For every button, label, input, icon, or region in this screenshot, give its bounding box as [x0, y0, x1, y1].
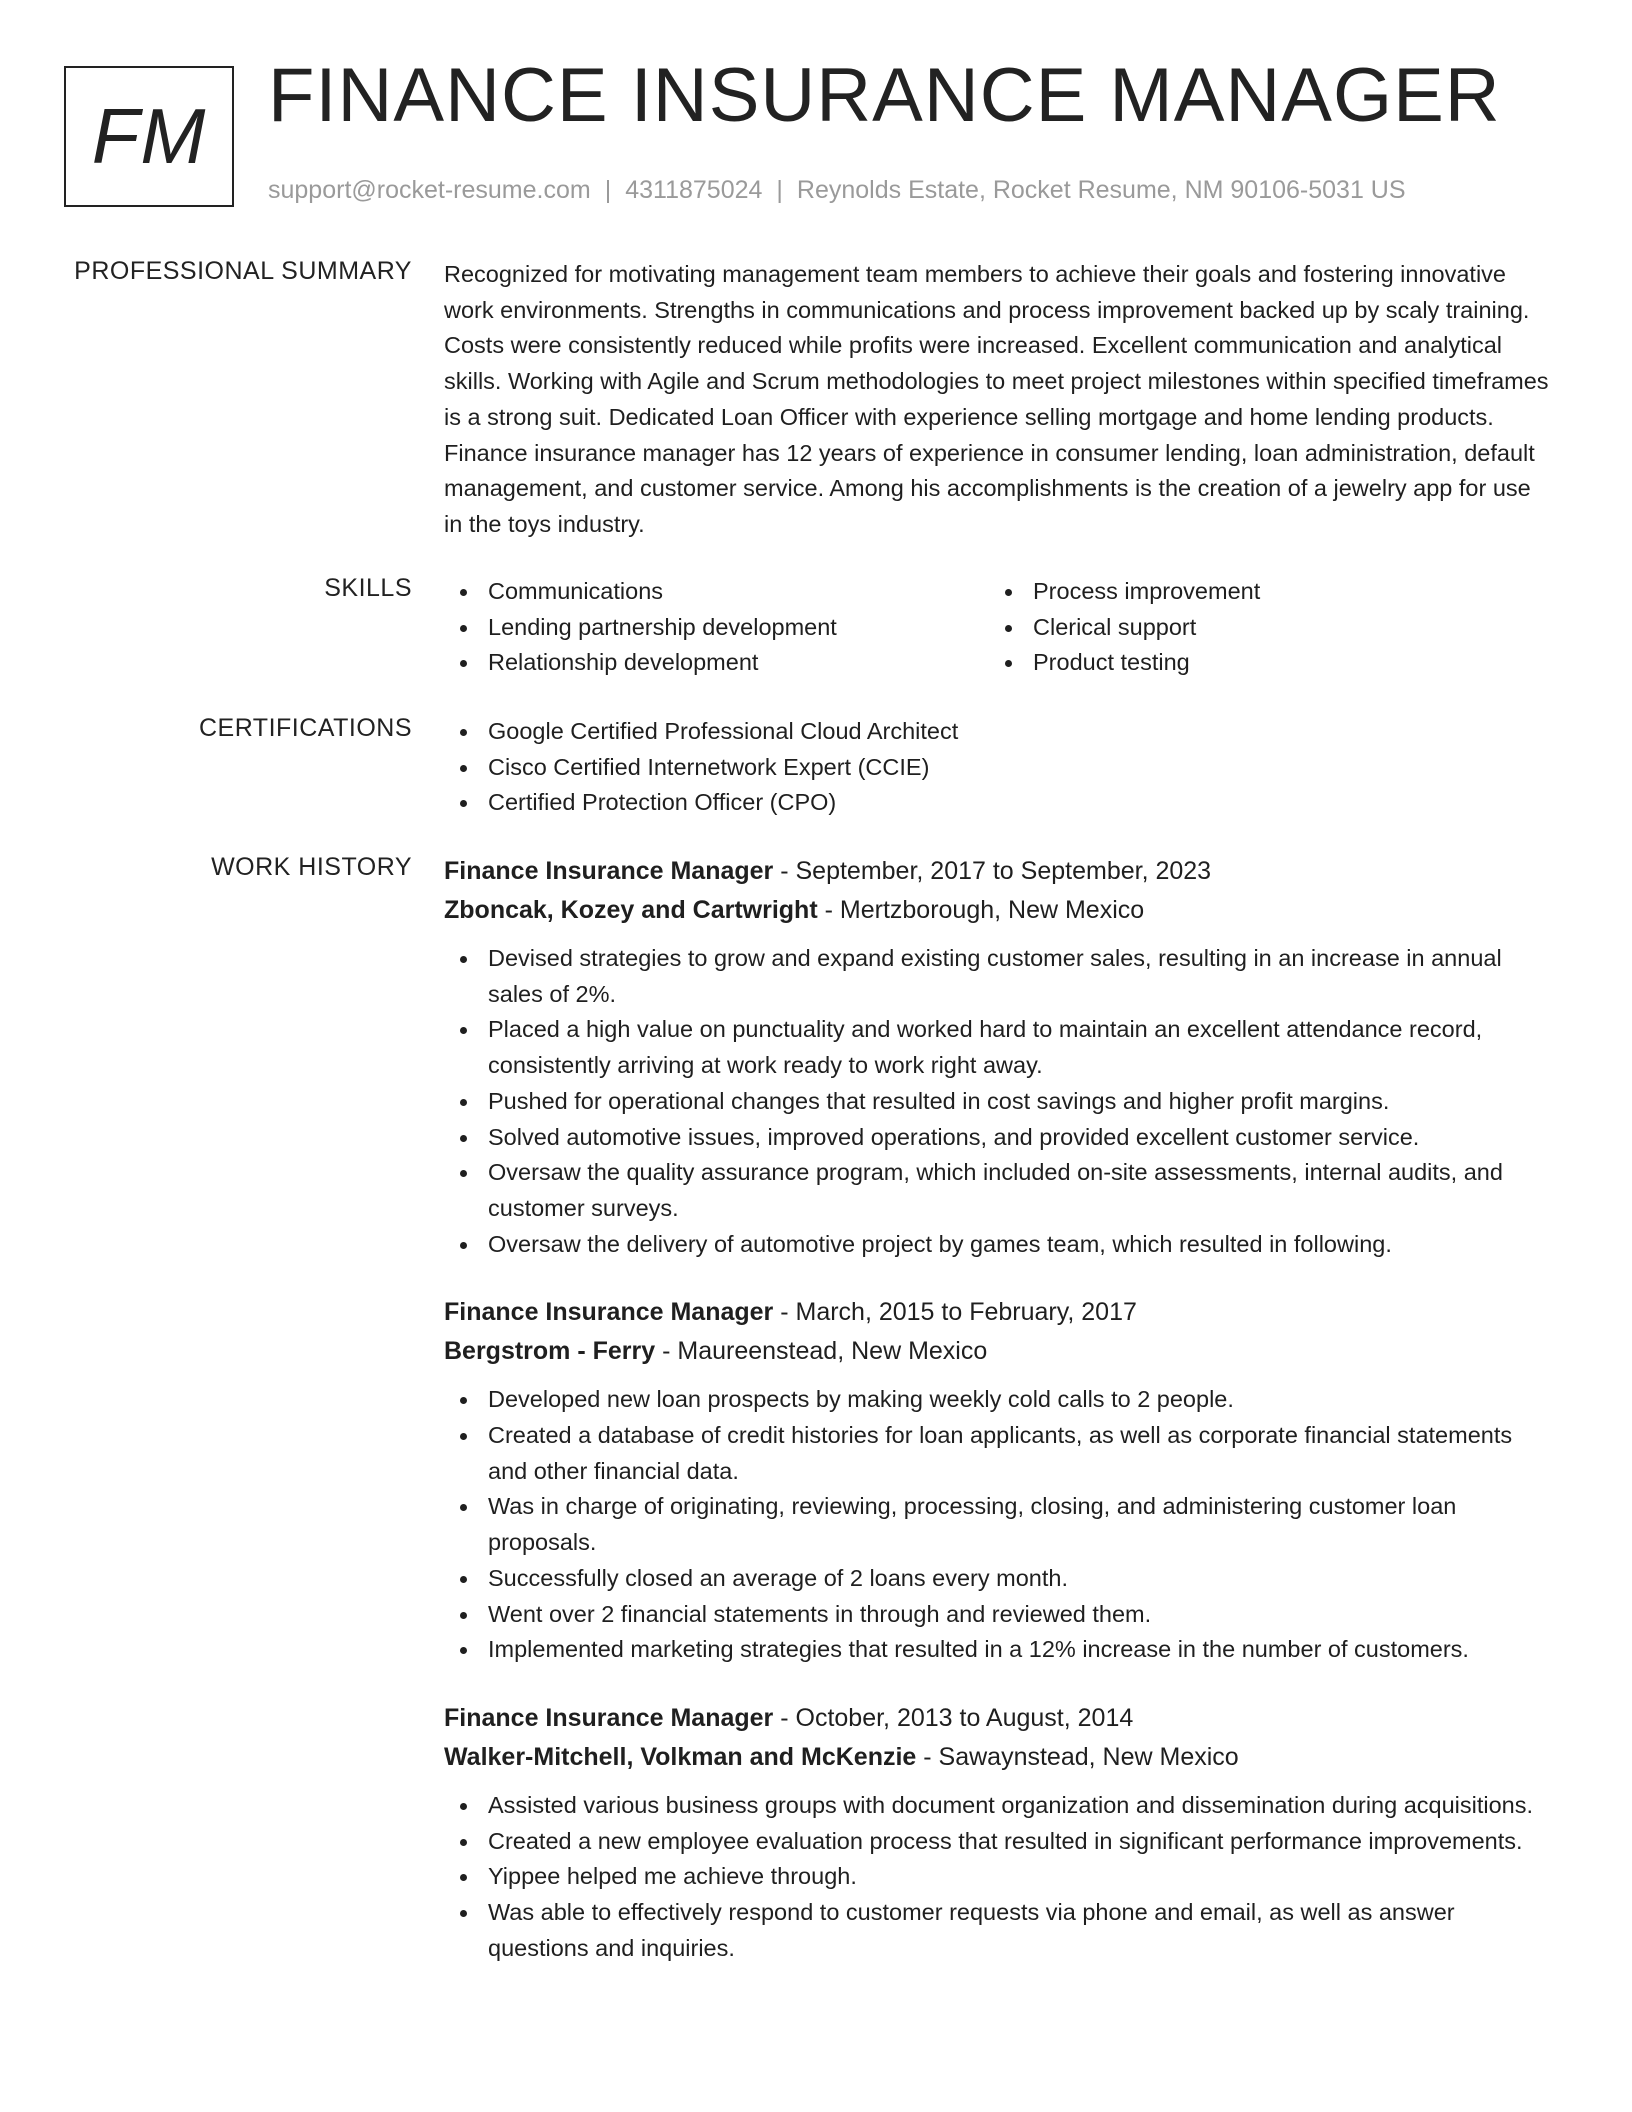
- job-company-line: [444, 891, 1554, 930]
- job-location: - Mertzborough, New Mexico: [817, 896, 1145, 924]
- candidate-name: FINANCE INSURANCE MANAGER: [268, 53, 1501, 138]
- summary-text: Recognized for motivating management team members to achieve their goals and fostering innovative work environments. Strengths in communications and process improvement backed up by scaly training. Costs were consistently reduced while profits were increased. Excellent communication and analytical skills. Working with Agile and Scrum methodologies to meet project milestones within specified timeframes is a strong suit. Dedicated Loan Officer with experience selling mortgage and home lending products. Finance insurance manager has 12 years of experience in consumer lending, loan administration, default management, and customer service. Among his accomplishments is the creation of a jewelry app for use in the toys industry.: [444, 261, 1549, 537]
- job-company-line: [444, 1738, 1554, 1777]
- certification-item: Cisco Certified Internetwork Expert (CCIE): [444, 750, 1554, 786]
- section-title-certifications: CERTIFICATIONS: [198, 714, 412, 742]
- job-bullet: Assisted various business groups with document organization and dissemination during acquisitions.: [444, 1788, 1554, 1824]
- skills-grid: [444, 574, 1554, 681]
- monogram-box: [64, 66, 234, 207]
- skill-item: Clerical support: [989, 610, 1534, 646]
- job-bullet: Implemented marketing strategies that resulted in a 12% increase in the number of customers.: [444, 1632, 1554, 1668]
- monogram-text: FM: [91, 92, 207, 180]
- job-dates: - October, 2013 to August, 2014: [773, 1703, 1134, 1732]
- contact-email: support@rocket-resume.com: [268, 176, 591, 204]
- job-bullet: Created a new employee evaluation process that resulted in significant performance improvements.: [444, 1824, 1554, 1860]
- section-title-work-history: WORK HISTORY: [211, 853, 412, 881]
- job-role: Finance Insurance Manager: [444, 1298, 774, 1327]
- job-company: Bergstrom - Ferry: [444, 1337, 656, 1366]
- skill-item: Relationship development: [444, 645, 989, 681]
- skill-item: Communications: [444, 574, 989, 610]
- job-dates: - September, 2017 to September, 2023: [773, 857, 1212, 885]
- contact-phone: 4311875024: [625, 176, 763, 204]
- contact-line: [268, 176, 1406, 205]
- work-history-body: [444, 852, 1554, 1997]
- skill-item: Process improvement: [989, 574, 1534, 610]
- job-title-line: [444, 1699, 1554, 1738]
- contact-separator: |: [604, 176, 612, 204]
- job-bullets: [444, 1382, 1554, 1668]
- job-bullet: Oversaw the delivery of automotive project by games team, which resulted in following.: [444, 1227, 1554, 1263]
- contact-separator: |: [776, 176, 783, 204]
- certifications-body: [444, 714, 1554, 821]
- contact-address: Reynolds Estate, Rocket Resume, NM 90106-5031 US: [796, 176, 1406, 204]
- job-entry: [444, 1293, 1554, 1668]
- section-title-skills: SKILLS: [324, 574, 412, 602]
- job-bullet: Solved automotive issues, improved operations, and provided excellent customer service.: [444, 1120, 1554, 1156]
- job-title-line: [444, 852, 1554, 891]
- certification-item: Certified Protection Officer (CPO): [444, 785, 1554, 821]
- job-title-line: [444, 1293, 1554, 1332]
- section-title-summary: PROFESSIONAL SUMMARY: [74, 257, 412, 285]
- job-bullet: Was able to effectively respond to customer requests via phone and email, as well as answer questions and inquiries.: [444, 1895, 1554, 1966]
- job-company-line: [444, 1332, 1554, 1371]
- certification-item: Google Certified Professional Cloud Architect: [444, 714, 1554, 750]
- job-bullets: [444, 1788, 1554, 1967]
- job-location: - Sawaynstead, New Mexico: [916, 1742, 1239, 1771]
- job-bullet: Developed new loan prospects by making weekly cold calls to 2 people.: [444, 1382, 1554, 1418]
- job-bullets: [444, 941, 1554, 1262]
- job-bullet: Placed a high value on punctuality and worked hard to maintain an excellent attendance record, consistently arriving at work ready to work right away.: [444, 1012, 1554, 1083]
- skills-column-left: [444, 574, 989, 681]
- job-entry: [444, 1699, 1554, 1967]
- job-company: Walker-Mitchell, Volkman and McKenzie: [444, 1742, 917, 1771]
- job-bullet: Devised strategies to grow and expand existing customer sales, resulting in an increase in annual sales of 2%.: [444, 941, 1554, 1012]
- job-entry: [444, 852, 1554, 1262]
- skills-column-right: [989, 574, 1534, 681]
- job-role: Finance Insurance Manager: [444, 857, 774, 885]
- job-bullet: Successfully closed an average of 2 loans every month.: [444, 1561, 1554, 1597]
- skill-item: Lending partnership development: [444, 610, 989, 646]
- job-company: Zboncak, Kozey and Cartwright: [444, 896, 818, 924]
- job-bullet: Oversaw the quality assurance program, which included on-site assessments, internal audits, and customer surveys.: [444, 1155, 1554, 1226]
- skill-item: Product testing: [989, 645, 1534, 681]
- job-bullet: Pushed for operational changes that resulted in cost savings and higher profit margins.: [444, 1084, 1554, 1120]
- job-bullet: Was in charge of originating, reviewing, processing, closing, and administering customer loan proposals.: [444, 1489, 1554, 1560]
- job-bullet: Created a database of credit histories for loan applicants, as well as corporate financial statements and other financial data.: [444, 1418, 1554, 1489]
- job-location: - Maureenstead, New Mexico: [655, 1337, 988, 1366]
- job-dates: - March, 2015 to February, 2017: [773, 1298, 1137, 1327]
- job-bullet: Yippee helped me achieve through.: [444, 1859, 1554, 1895]
- job-bullet: Went over 2 financial statements in through and reviewed them.: [444, 1597, 1554, 1633]
- certifications-list: [444, 714, 1554, 821]
- job-role: Finance Insurance Manager: [444, 1703, 774, 1732]
